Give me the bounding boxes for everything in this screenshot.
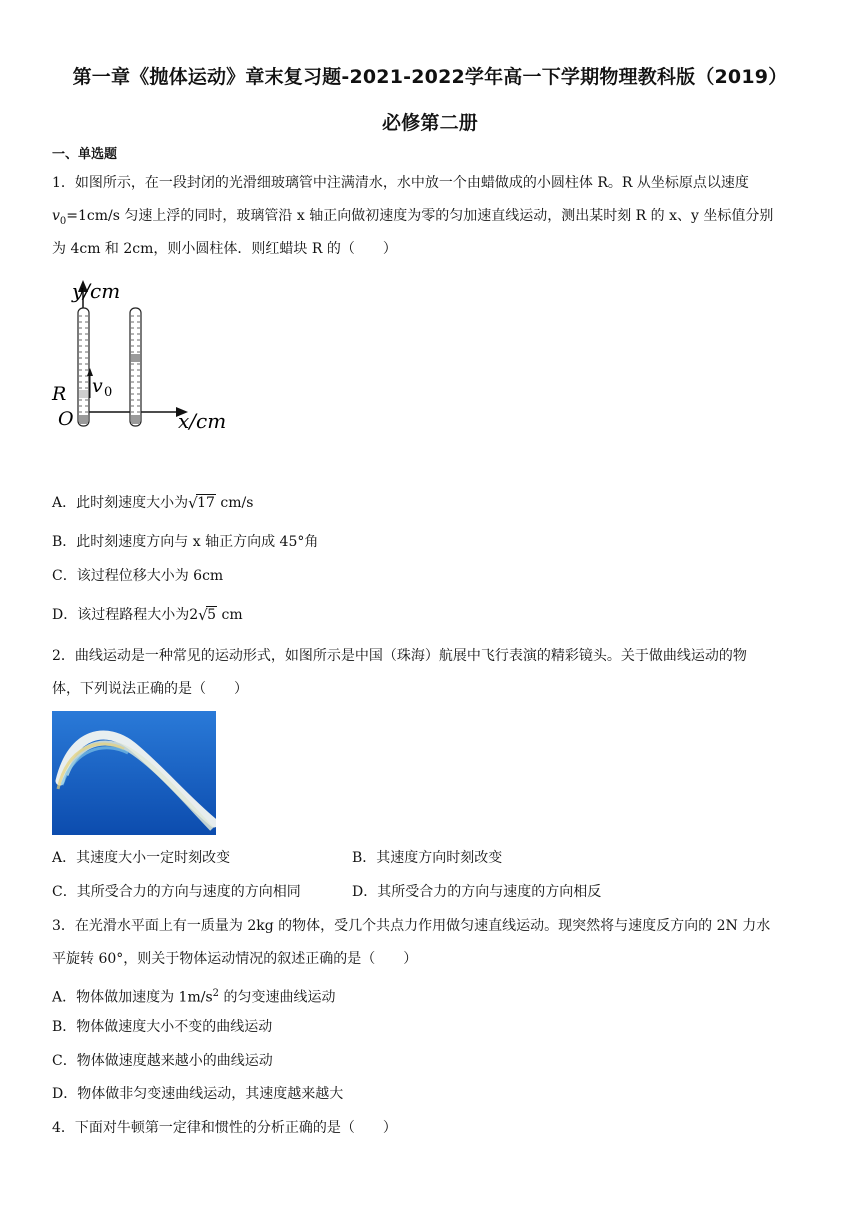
- origin-label: O: [58, 408, 74, 430]
- document-title-line2: 必修第二册: [381, 112, 478, 134]
- v0-label: v: [92, 375, 103, 397]
- glass-tube-diagram: [50, 272, 240, 437]
- y-axis-label: y/cm: [72, 279, 121, 303]
- q3-text-line1: 3．在光滑水平面上有一质量为 2kg 的物体，受几个共点力作用做匀速直线运动。现突然将与速度反方向的 2N 力水: [52, 918, 771, 934]
- document-title-line1: 第一章《抛体运动》章末复习题-2021-2022学年高一下学期物理教科版（2019）: [72, 66, 788, 88]
- q3-text-line2: 平旋转 60°，则关于物体运动情况的叙述正确的是（ ）: [52, 951, 418, 967]
- q1-option-b: B．此时刻速度方向与 x 轴正方向成 45°角: [52, 534, 319, 550]
- q1-text-line3: 为 4cm 和 2cm，则小圆柱体．则红蜡块 R 的（ ）: [52, 241, 397, 257]
- x-axis-label: x/cm: [178, 409, 227, 433]
- q1-option-c: C．该过程位移大小为 6cm: [52, 568, 224, 584]
- q3-option-c: C．物体做速度越来越小的曲线运动: [52, 1053, 273, 1069]
- r-label: R: [52, 383, 67, 405]
- q1-text-line1: 1．如图所示，在一段封闭的光滑细玻璃管中注满清水，水中放一个由蜡做成的小圆柱体 R。R 从坐标原点以速度: [52, 175, 749, 191]
- q3-option-d: D．物体做非匀变速曲线运动，其速度越来越大: [52, 1086, 344, 1102]
- q2-option-c: C．其所受合力的方向与速度的方向相同: [52, 884, 301, 900]
- q1-option-d: D．该过程路程大小为2 √ 5 cm: [52, 606, 243, 624]
- q2-option-d: D．其所受合力的方向与速度的方向相反: [352, 884, 602, 900]
- q3-option-a: A．物体做加速度为 $1m/s^2$ 的匀变速曲线运动: [52, 988, 336, 1006]
- q3-option-b: B．物体做速度大小不变的曲线运动: [52, 1019, 273, 1035]
- q4-text-line1: 4．下面对牛顿第一定律和惯性的分析正确的是（ ）: [52, 1120, 397, 1136]
- section-heading: 一、单选题: [52, 147, 118, 162]
- q2-option-a: A．其速度大小一定时刻改变: [52, 850, 231, 866]
- airshow-photo: [52, 711, 216, 835]
- q2-text-line2: 体，下列说法正确的是（ ）: [52, 681, 248, 697]
- q2-text-line1: 2．曲线运动是一种常见的运动形式，如图所示是中国（珠海）航展中飞行表演的精彩镜头。关于做曲线运动的物: [52, 648, 747, 664]
- q1-option-a: A．此时刻速度大小为 √ 17 cm/s: [52, 494, 254, 512]
- v0-subscript: 0: [104, 385, 113, 400]
- q1-text-line2: $v_0=1cm/s$ 匀速上浮的同时，玻璃管沿 x 轴正向做初速度为零的匀加速直线运动，测出某时刻 R 的 x、y 坐标值分别: [52, 208, 774, 227]
- q2-option-b: B．其速度方向时刻改变: [352, 850, 503, 866]
